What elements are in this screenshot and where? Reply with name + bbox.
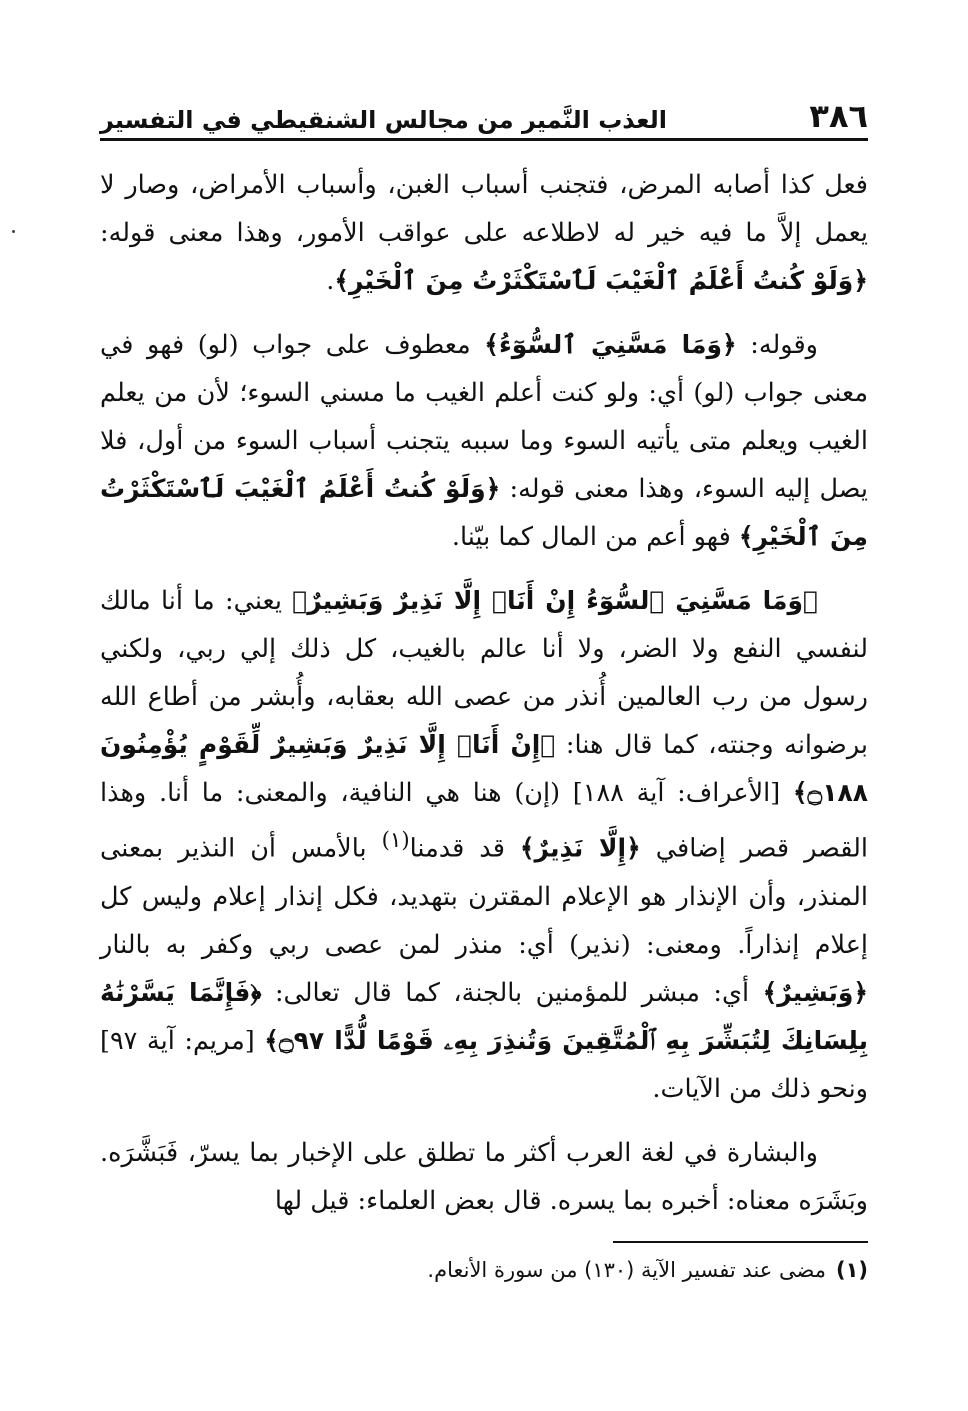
quran-verse: ﴿إِنْ أَنَا۠ إِلَّا نَذِيرٌ وَبَشِيرٌ لِّقَوْمٍ يُؤْمِنُونَ ۝١٨٨﴾ [100, 730, 868, 807]
footnote-reference[interactable]: (١) [381, 828, 410, 853]
quran-verse: ﴿وَمَا مَسَّنِيَ ٱلسُّوٓءُ إِنْ أَنَا۠ إِلَّا نَذِيرٌ وَبَشِيرٌ﴾ [292, 586, 818, 615]
footnote [100, 1253, 868, 1287]
text-run: [مريم: آية ٩٧] ونحو ذلك من الآيات. [100, 1025, 868, 1104]
text-run: [الأعراف: آية ١٨٨] (إن) هنا هي النافية، والمعنى: ما أنا. وهذا القصر قصر إضافي [100, 778, 869, 864]
footnote-marker: (١) [835, 1257, 868, 1282]
quran-verse: ﴿إِلَّا نَذِيرٌ﴾ [519, 833, 641, 863]
quran-verse: ﴿وَلَوْ كُنتُ أَعْلَمُ ٱلْغَيْبَ لَٱسْتَكْثَرْتُ مِنَ ٱلْخَيْرِ﴾ [334, 266, 868, 295]
text-run: بالأمس أن النذير بمعنى المنذر، وأن الإنذار هو الإعلام المقترن بتهديد، فكل إنذار إعلام وليس كل إعلام إنذاراً. ومعنى: (نذير) أي: منذر لمن عصى ربي وكفر به بالنار [100, 833, 868, 960]
text-run: معطوف على جواب (لو) فهو في معنى جواب (لو) أي: ولو كنت أعلم الغيب ما مسني السوء؛ لأن من يعلم الغيب ويعلم متى يأتيه السوء وما سببه يتجنب أسباب السوء من أول، فلا يصل إليه السوء، وهذا معنى قوله: [100, 330, 868, 504]
footnote-text: مضى عند تفسير الآية (١٣٠) من سورة الأنعام. [427, 1257, 826, 1282]
paragraph-1 [100, 161, 868, 305]
scan-speck [12, 230, 15, 233]
book-page [100, 90, 868, 1287]
quran-verse: ﴿وَلَوْ كُنتُ أَعْلَمُ ٱلْغَيْبَ لَٱسْتَكْثَرْتُ مِنَ ٱلْخَيْرِ﴾ [100, 474, 868, 551]
paragraph-3 [100, 577, 868, 1113]
quran-verse: ﴿فَإِنَّمَا يَسَّرْنَٰهُ بِلِسَانِكَ لِتُبَشِّرَ بِهِ ٱلْمُتَّقِينَ وَتُنذِرَ بِهِۦ قَوْمًا لُّدًّا ۝٩٧﴾ [100, 977, 868, 1055]
text-run: قد قدمنا [409, 833, 520, 864]
page-header [100, 90, 868, 141]
text-run: أي: مبشر للمؤمنين بالجنة، كما قال تعالى: [261, 977, 763, 1008]
running-title: العذب النَّمير من مجالس الشنقيطي في التفسير [100, 106, 667, 134]
paragraph-2 [100, 321, 868, 561]
text-run: . [326, 266, 335, 296]
text-run: فهو أعم من المال كما بيّنا. [451, 522, 739, 552]
quran-verse: ﴿وَمَا مَسَّنِيَ ٱلسُّوٓءُ﴾ [484, 330, 737, 359]
body-text [100, 161, 868, 1225]
page-number: ٣٨٦ [809, 97, 868, 135]
text-run: وقوله: [736, 330, 818, 360]
text-run: والبشارة في لغة العرب أكثر ما تطلق على الإخبار بما يسرّ، فَبَشَّرَه. وبَشَرَه معناه: أخبره بما يسره. قال بعض العلماء: قيل لها [100, 1137, 868, 1216]
text-run: فعل كذا أصابه المرض، فتجنب أسباب الغبن، وأسباب الأمراض، وصار لا يعمل إلاَّ ما فيه خير له لاطلاعه على عواقب الأمور، وهذا معنى قوله: [100, 170, 868, 248]
paragraph-4 [100, 1129, 868, 1225]
footnote-separator [613, 1241, 868, 1243]
text-run: يعني: ما أنا مالك لنفسي النفع ولا الضر، ولا أنا عالم بالغيب، كل ذلك إلي ربي، ولكني رسول من رب العالمين أُنذر من عصى الله بعقابه، وأُبشر من أطاع الله برضوانه وجنته، كما قال هنا: [100, 586, 868, 760]
quran-verse: ﴿وَبَشِيرٌ﴾ [762, 977, 869, 1007]
